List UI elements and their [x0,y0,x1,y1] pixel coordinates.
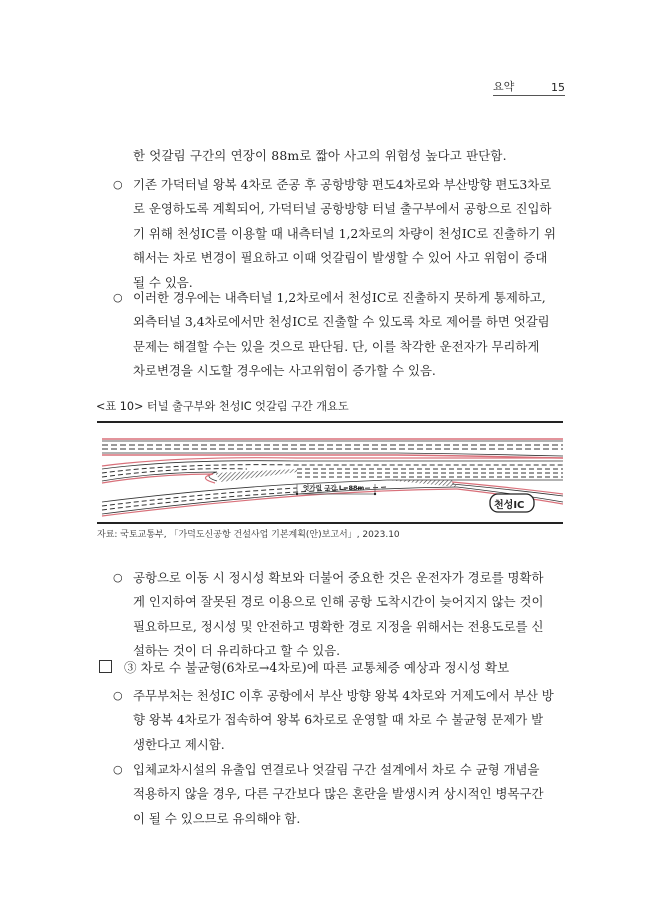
bullet-item [113,286,568,384]
bullet-circle-icon: ○ [113,763,123,776]
bullet-line: 게 인지하여 잘못된 경로 이용으로 인해 공항 도착시간이 늦어지지 않는 것이 [133,594,544,610]
bullet-line: 설하는 것이 더 유리하다고 할 수 있음. [133,643,341,659]
bullet-line: 이 될 수 있으므로 유의해야 함. [133,810,301,826]
bullet-circle-icon: ○ [113,571,123,584]
page-number: 15 [551,81,565,94]
bullet-line: 이러한 경우에는 내측터널 1,2차로에서 천성IC로 진출하지 못하게 통제하고, [133,290,546,305]
weaving-section-diagram [97,432,563,518]
figure-top-rule [97,421,563,423]
bullet-item [113,758,568,831]
bullet-line: 로 운영하도록 계획되어, 가덕터널 공항방향 터널 출구부에서 공항으로 진입하 [133,201,552,217]
header-section-label: 요약 [493,80,515,93]
section-number: ③ [124,660,137,675]
bullet-item [113,684,568,757]
bullet-line: 해서는 차로 변경이 필요하고 이때 엇갈림이 발생할 수 있어 사고 위험이 증대 [133,250,548,266]
figure-source: 자료: 국토교통부, 「가덕도신공항 건설사업 기본계획(안)보고서」, 2023.10 [97,530,400,540]
bullet-line: 향 왕복 4차로가 접속하여 왕복 6차로로 운영할 때 차로 수 불균형 문제가 발 [133,712,544,728]
checkbox-square-icon [99,660,112,673]
bullet-line: 될 수 있음. [133,274,193,290]
figure-bottom-rule [97,522,563,524]
bullet-line: 외측터널 3,4차로에서만 천성IC로 진출할 수 있도록 차로 제어를 하면 엇갈림 [133,314,550,330]
bullet-line: 기 위해 천성IC를 이용할 때 내측터널 1,2차로의 차량이 천성IC로 진출하기 위 [133,225,556,241]
bullet-line: 주무부처는 천성IC 이후 공항에서 부산 방향 왕복 4차로와 거제도에서 부산 방 [133,688,554,703]
bullet-line: 차로변경을 시도할 경우에는 사고위험이 증가할 수 있음. [133,363,436,379]
bullet-circle-icon: ○ [113,689,123,702]
bullet-line: 입체교차시설의 유출입 연결로나 엇갈림 구간 설계에서 차로 수 균형 개념을 [133,762,540,777]
bullet-item [113,173,568,295]
bullet-line: 필요하므로, 정시성 및 안전하고 명확한 경로 지정을 위해서는 전용도로를 신 [133,618,544,634]
running-header [493,76,565,96]
bullet-line: 공항으로 이동 시 정시성 확보와 더불어 중요한 것은 운전자가 경로를 명확하 [133,570,544,585]
continuation-text: 한 엇갈림 구간의 연장이 88m로 짧아 사고의 위험성 높다고 판단함. [133,148,507,163]
section-heading [99,658,509,678]
bullet-item [113,566,568,664]
cheonseong-ic-label: 천성IC [494,500,525,511]
bullet-circle-icon: ○ [113,291,123,304]
bullet-line: 문제는 해결할 수는 있을 것으로 판단됨. 단, 이를 착각한 운전자가 무리하게 [133,338,540,354]
bullet-line: 기존 가덕터널 왕복 4차로 준공 후 공항방향 편도4차로와 부산방향 편도3차로 [133,177,552,192]
section-title: 차로 수 불균형(6차로→4차로)에 따른 교통체증 예상과 정시성 확보 [140,660,510,675]
bullet-line: 생한다고 제시함. [133,736,225,752]
weaving-length-label: 엇가림 구간 L=88m [303,484,365,492]
figure-caption: <표 10> 터널 출구부와 천성IC 엇갈림 구간 개요도 [96,400,349,413]
bullet-line: 적용하지 않을 경우, 다른 구간보다 많은 혼란을 발생시켜 상시적인 병목구간 [133,786,544,802]
bullet-circle-icon: ○ [113,178,123,191]
